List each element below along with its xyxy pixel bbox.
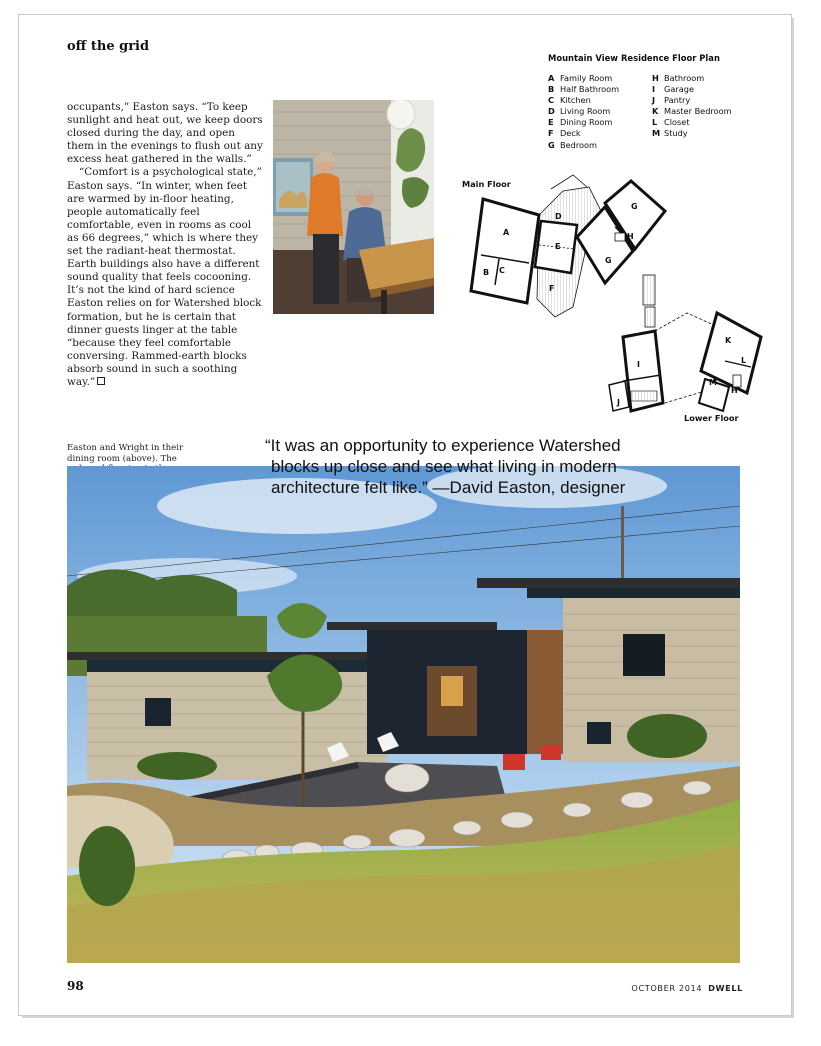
legend-item bbox=[548, 128, 658, 139]
legend-label: Pantry bbox=[664, 95, 691, 106]
room-label: H bbox=[627, 232, 634, 241]
room-label: G bbox=[605, 256, 612, 265]
legend-key: L bbox=[652, 117, 658, 128]
body-paragraph-text: “Comfort is a psychological state,” Easton says. “In winter, when feet are warmed by in-floor heating, people automatically feel comfortable, even in rooms as cool as 66 degrees,” which is where they set the radiant-heat thermostat. Earth buildings also have a different sound quality that feels cocooning. It’s not the kind of hard science Easton relies on for Watershed block formation, but he is certain that dinner guests linger at the table “because they feel comfortable conversing. Rammed-earth blocks absorb sound in such a soothing way.” bbox=[67, 166, 262, 388]
legend-key: I bbox=[652, 84, 656, 95]
room-label: K bbox=[725, 336, 732, 345]
legend-item bbox=[548, 73, 658, 84]
legend-label: Study bbox=[664, 128, 688, 139]
legend-key: A bbox=[548, 73, 555, 83]
room-label: I bbox=[637, 360, 640, 369]
legend-label: Family Room bbox=[560, 73, 613, 83]
legend-label: Master Bedroom bbox=[664, 106, 732, 117]
room-label: B bbox=[483, 268, 490, 277]
legend-key: G bbox=[548, 139, 555, 150]
legend-label: Bedroom bbox=[560, 139, 598, 150]
legend-key: F bbox=[548, 128, 554, 139]
room-label: D bbox=[555, 212, 562, 221]
end-mark-icon bbox=[97, 377, 105, 385]
legend-item bbox=[652, 95, 762, 106]
legend-column bbox=[548, 73, 658, 151]
room-label: M bbox=[709, 378, 717, 387]
legend-item bbox=[548, 140, 658, 151]
legend-key: E bbox=[548, 117, 554, 128]
legend-item bbox=[548, 106, 658, 117]
legend-label: Deck bbox=[560, 128, 581, 139]
magazine-name: DWELL bbox=[708, 983, 743, 993]
pull-quote-line: architecture felt like.” —David Easton, designer bbox=[271, 478, 626, 497]
legend-key: C bbox=[548, 95, 555, 106]
article-body bbox=[67, 101, 265, 389]
house-photo bbox=[67, 466, 740, 963]
pull-quote-line: “It was an opportunity to experience Watershed bbox=[265, 436, 621, 455]
room-label: E bbox=[555, 242, 561, 251]
legend-item bbox=[652, 73, 762, 84]
legend-item bbox=[548, 95, 658, 106]
room-label: A bbox=[503, 228, 510, 237]
legend-item bbox=[652, 106, 762, 117]
pull-quote-line: blocks up close and see what living in modern bbox=[271, 457, 617, 476]
body-paragraph bbox=[67, 166, 265, 389]
room-label: J bbox=[617, 398, 620, 407]
legend-key: M bbox=[652, 128, 661, 139]
room-label: F bbox=[549, 284, 555, 293]
legend-key: B bbox=[548, 84, 555, 95]
floor-plan-title: Mountain View Residence Floor Plan bbox=[548, 53, 720, 63]
section-title: off the grid bbox=[67, 39, 150, 54]
legend-label: Kitchen bbox=[560, 95, 591, 106]
legend-item bbox=[548, 84, 658, 95]
page-number: 98 bbox=[67, 979, 84, 993]
issue-date: OCTOBER 2014 bbox=[631, 983, 703, 993]
body-paragraph: occupants,” Easton says. “To keep sunlight and heat out, we keep doors closed during the day, and open them in the evenings to flush out any excess heat gathered in the walls.” bbox=[67, 101, 263, 166]
legend-label: Bathroom bbox=[664, 73, 705, 83]
legend-item bbox=[652, 84, 762, 95]
legend-item bbox=[652, 117, 762, 128]
portrait-photo bbox=[273, 100, 434, 314]
page-footer bbox=[631, 983, 743, 993]
legend-label: Closet bbox=[664, 117, 690, 128]
lower-floor-label: Lower Floor bbox=[684, 413, 739, 423]
legend-item bbox=[652, 128, 762, 139]
legend-label: Garage bbox=[664, 84, 694, 95]
legend-key: J bbox=[652, 95, 656, 106]
legend-key: H bbox=[652, 73, 659, 83]
legend-key: K bbox=[652, 106, 659, 117]
photo-caption: Easton and Wright in their dining room (above). The bbox=[67, 443, 184, 464]
floor-plan-drawing bbox=[455, 167, 785, 422]
legend-item bbox=[548, 117, 658, 128]
room-label: H bbox=[731, 386, 738, 395]
main-floor-label: Main Floor bbox=[462, 179, 511, 189]
legend-column bbox=[652, 73, 762, 140]
magazine-page bbox=[18, 14, 792, 1016]
legend-label: Half Bathroom bbox=[560, 84, 620, 95]
legend-key: D bbox=[548, 106, 555, 117]
legend-label: Living Room bbox=[560, 106, 611, 117]
room-label: C bbox=[499, 266, 505, 275]
room-label: L bbox=[741, 356, 747, 365]
room-label: G bbox=[631, 202, 638, 211]
legend-label: Dining Room bbox=[560, 117, 613, 128]
pull-quote bbox=[265, 435, 685, 498]
